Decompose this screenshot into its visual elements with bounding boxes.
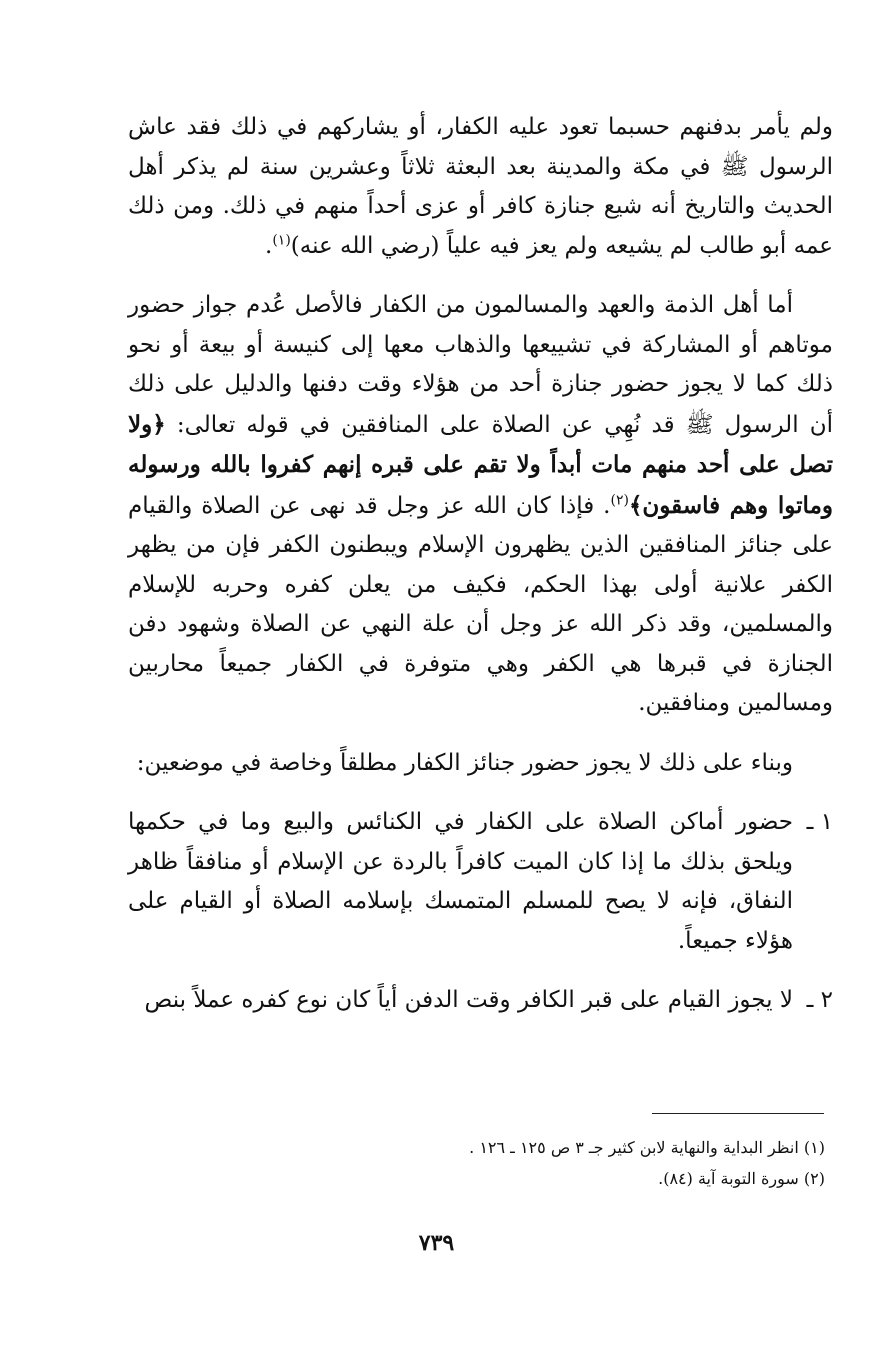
list-item-text: حضور أماكن الصلاة على الكفار في الكنائس والبيع وما في حكمها ويلحق بذلك ما إذا كان الميت كافراً بالردة عن الإسلام أو منافقاً ظاهر النفاق، فإنه لا يصح للمسلم المتمسك بإسلامه الصلاة أو القيام على هؤلاء جميعاً. bbox=[128, 809, 793, 954]
page-number: ٧٣٩ bbox=[418, 1230, 455, 1256]
paragraph-2-text-a: أما أهل الذمة والعهد والمسالمون من الكفار فالأصل عُدم جواز حضور موتاهم أو المشاركة في تشييعها والذهاب معها إلى كنيسة أو بيعة أو نحو ذلك كما لا يجوز حضور جنازة أحد من هؤلاء وقت دفنها والدليل على ذلك أن الرسول ﷺ قد نُهِي عن الصلاة على المنافقين في قوله تعالى: bbox=[128, 292, 833, 438]
list-item bbox=[128, 981, 833, 1021]
numbered-list bbox=[128, 803, 833, 1021]
list-item-number: ٢ ـ bbox=[806, 987, 833, 1013]
paragraph-3: وبناء على ذلك لا يجوز حضور جنائز الكفار مطلقاً وخاصة في موضعين: bbox=[136, 749, 793, 776]
list-item bbox=[128, 803, 833, 961]
main-text bbox=[128, 108, 833, 1041]
paragraph-1-end: . bbox=[265, 232, 273, 259]
paragraph-2-text-b: . فإذا كان الله عز وجل قد نهى عن الصلاة والقيام على جنائز المنافقين الذين يظهرون الإسلام ويبطنون الكفر فإن من يظهر الكفر علانية أولى بهذا الحكم، فكيف من يعلن كفره وحربه للإسلام والمسلمين، وقد ذكر الله عز وجل أن علة النهي عن الصلاة وشهود دفن الجنازة في قبرها هي الكفر وهي متوفرة في الكفار جميعاً محاربين ومسالمين ومنافقين. bbox=[128, 492, 833, 716]
list-item-text: لا يجوز القيام على قبر الكافر وقت الدفن أياً كان نوع كفره عملاً بنص bbox=[144, 987, 793, 1013]
footnote-1: (١) انظر البداية والنهاية لابن كثير جـ ٣ ص ١٢٥ ـ ١٢٦ . bbox=[469, 1138, 825, 1157]
footnotes bbox=[128, 1132, 825, 1194]
footnote-2: (٢) سورة التوبة آية (٨٤). bbox=[658, 1169, 825, 1188]
footnote-ref-1: (١) bbox=[272, 231, 291, 248]
list-item-number: ١ ـ bbox=[806, 809, 833, 835]
paragraph-2 bbox=[128, 286, 833, 724]
paragraph-1 bbox=[128, 108, 833, 266]
quran-verse: ﴿ولا تصل على أحد منهم مات أبداً ولا تقم على قبره إنهم كفروا بالله ورسوله وماتوا وهم فاسقون﴾ bbox=[128, 410, 833, 519]
footnote-ref-2: (٢) bbox=[610, 491, 629, 508]
footnote-separator bbox=[652, 1113, 824, 1114]
paragraph-1-text: ولم يأمر بدفنهم حسبما تعود عليه الكفار، أو يشاركهم في ذلك فقد عاش الرسول ﷺ في مكة والمدينة بعد البعثة ثلاثاً وعشرين سنة لم يذكر أهل الحديث والتاريخ أنه شيع جنازة كافر أو عزى أحداً منهم في ذلك. ومن ذلك عمه أبو طالب لم يشيعه ولم يعز فيه علياً (رضي الله عنه) bbox=[128, 114, 833, 259]
